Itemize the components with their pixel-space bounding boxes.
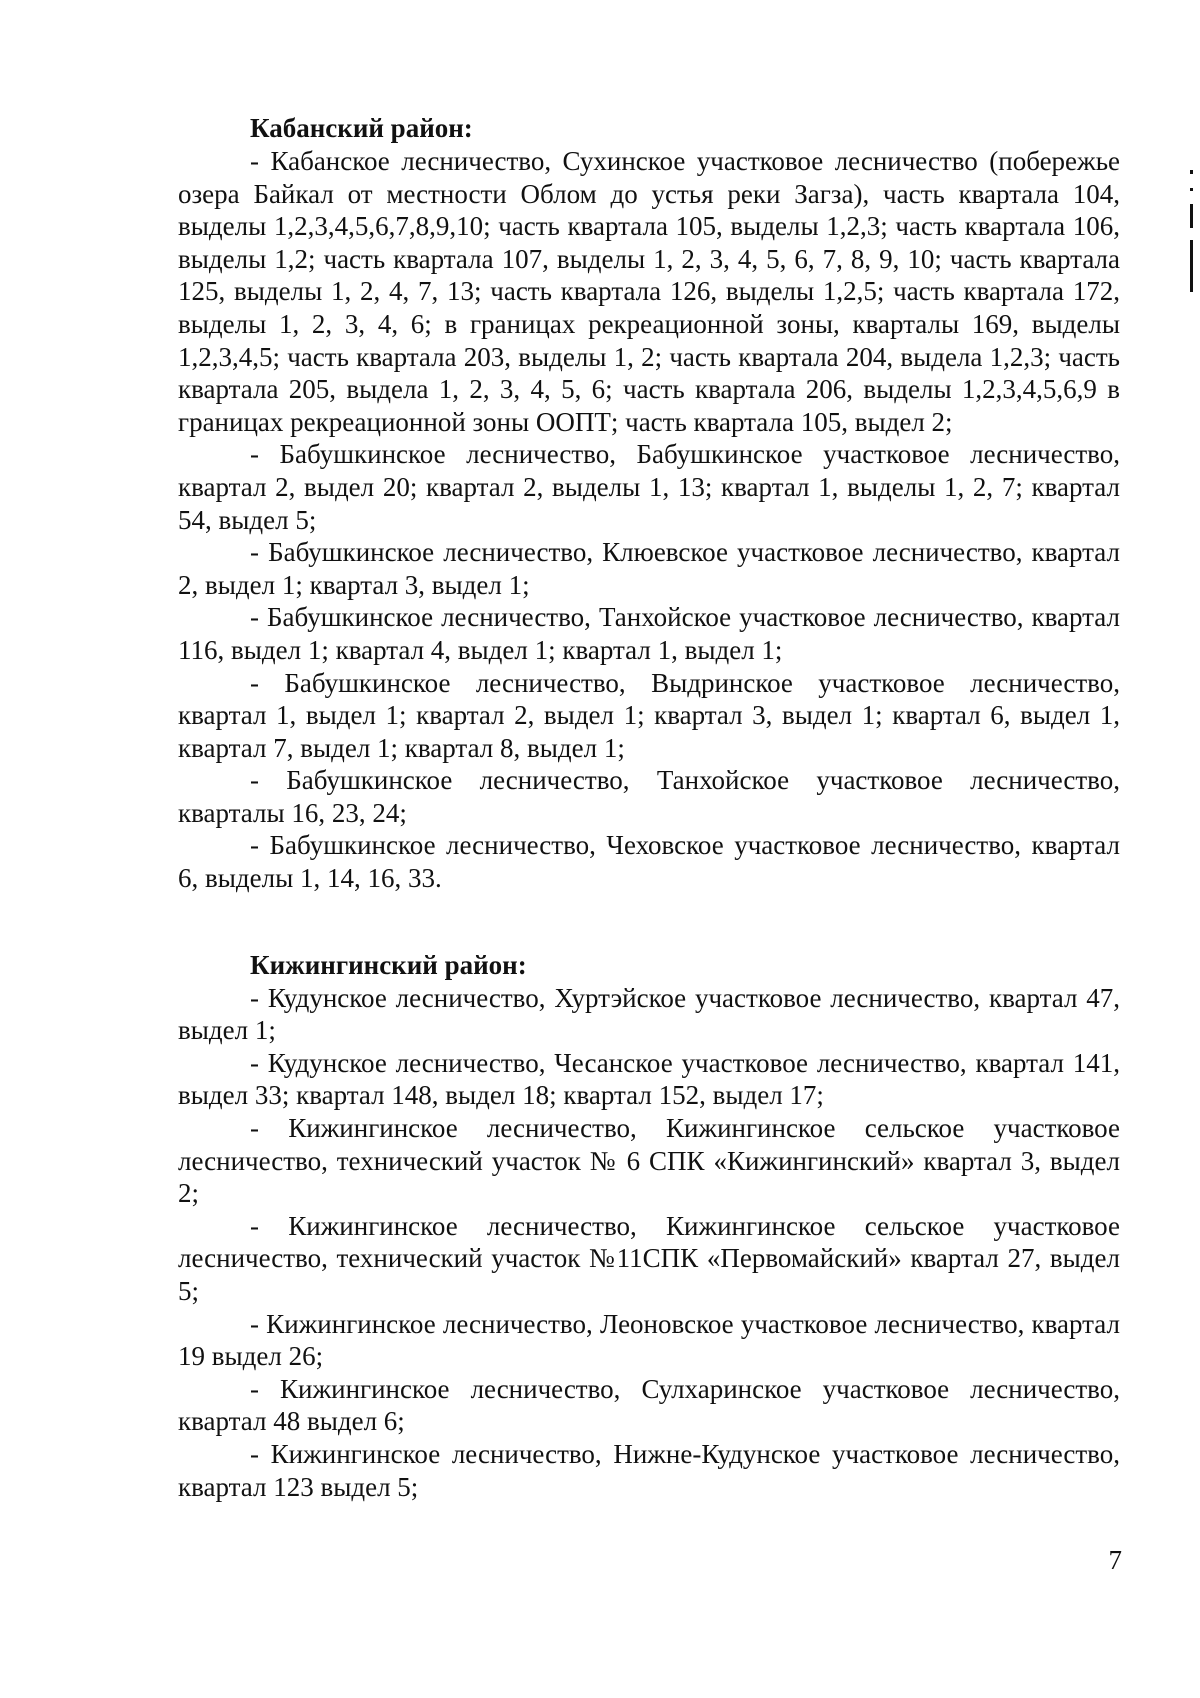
list-item: - Кудунское лесничество, Чесанское участковое лесничество, квартал 141, выдел 33; квартал 148, выдел 18; квартал 152, выдел 17; [178,1047,1120,1111]
list-item: - Кабанское лесничество, Сухинское участковое лесничество (побережье озера Байкал от местности Облом до устья реки Загза), часть квартала 104, выделы 1,2,3,4,5,6,7,8,9,10; часть квартала 105, выделы 1,2,3; часть квартала 106, выделы 1,2; часть квартала 107, выделы 1, 2, 3, 4, 5, 6, 7, 8, 9, 10; часть квартала 125, выделы 1, 2, 4, 7, 13; часть квартала 126, выделы 1,2,5; часть квартала 172, выделы 1, 2, 3, 4, 6; в границах рекреационной зоны, кварталы 169, выделы 1,2,3,4,5; часть квартала 203, выделы 1, 2; часть квартала 204, выдела 1,2,3; часть квартала 205, выдела 1, 2, 3, 4, 5, 6; часть квартала 206, выделы 1,2,3,4,5,6,9 в границах рекреационной зоны ООПТ; часть квартала 105, выдел 2; [178,146,1120,437]
section-kabansky [178,112,1120,895]
list-item: - Бабушкинское лесничество, Выдринское участковое лесничество, квартал 1, выдел 1; квартал 2, выдел 1; квартал 3, выдел 1; квартал 6, выдел 1, квартал 7, выдел 1; квартал 8, выдел 1; [178,667,1120,763]
section-kizhinginsky [178,949,1120,1504]
list-item: - Кижингинское лесничество, Леоновское участковое лесничество, квартал 19 выдел 26; [178,1308,1120,1372]
scan-margin-mark [1190,170,1193,292]
page-number: 7 [1108,1545,1122,1575]
list-item: - Кижингинское лесничество, Сулхаринское участковое лесничество, квартал 48 выдел 6; [178,1373,1120,1437]
list-item: - Кижингинское лесничество, Кижингинское сельское участковое лесничество, технический участок №11СПК «Первомайский» квартал 27, выдел 5; [178,1210,1120,1306]
list-item: - Бабушкинское лесничество, Бабушкинское участковое лесничество, квартал 2, выдел 20; квартал 2, выделы 1, 13; квартал 1, выделы 1, 2, 7; квартал 54, выдел 5; [178,439,1120,535]
list-item: - Бабушкинское лесничество, Чеховское участковое лесничество, квартал 6, выделы 1, 14, 16, 33. [178,830,1120,894]
list-item: - Бабушкинское лесничество, Клюевское участковое лесничество, квартал 2, выдел 1; квартал 3, выдел 1; [178,537,1120,600]
section-heading: Кабанский район: [250,113,473,143]
list-item: - Кижингинское лесничество, Кижингинское сельское участковое лесничество, технический участок № 6 СПК «Кижингинский» квартал 3, выдел 2; [178,1113,1120,1209]
list-item: - Бабушкинское лесничество, Танхойское участковое лесничество, кварталы 16, 23, 24; [178,765,1120,828]
list-item: - Кижингинское лесничество, Нижне-Кудунское участковое лесничество, квартал 123 выдел 5; [178,1438,1120,1502]
section-heading: Кижингинский район: [250,949,527,980]
list-item: - Кудунское лесничество, Хуртэйское участковое лесничество, квартал 47, выдел 1; [178,982,1120,1046]
list-item: - Бабушкинское лесничество, Танхойское участковое лесничество, квартал 116, выдел 1; квартал 4, выдел 1; квартал 1, выдел 1; [178,602,1120,665]
document-body [178,112,1120,1503]
